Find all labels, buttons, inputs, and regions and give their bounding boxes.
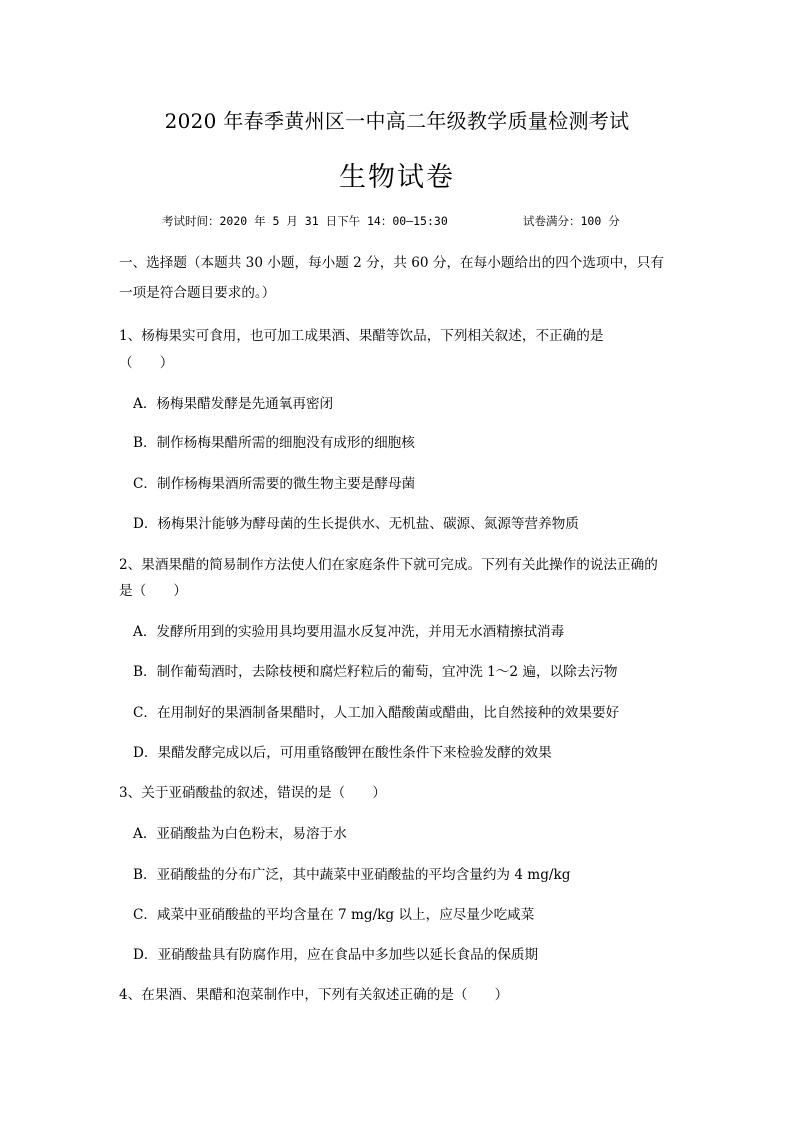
question-3-option-d: D．亚硝酸盐具有防腐作用，应在食品中多加些以延长食品的保质期 <box>133 947 539 963</box>
question-1-blank: （ ） <box>119 355 174 371</box>
exam-subtitle: 生物试卷 <box>339 162 455 193</box>
question-4-stem: 4、在果酒、果醋和泡菜制作中，下列有关叙述正确的是（ ） <box>119 987 509 1003</box>
question-1-stem: 1、杨梅果实可食用，也可加工成果酒、果醋等饮品，下列相关叙述，不正确的是 <box>119 328 604 344</box>
question-1-option-c: C．制作杨梅果酒所需要的微生物主要是酵母菌 <box>133 476 416 492</box>
section-heading-line-2: 一项是符合题目要求的。） <box>119 285 276 301</box>
section-heading-line-1: 一、选择题（本题共 30 小题，每小题 2 分，共 60 分，在每小题给出的四个选项中，只有 <box>119 255 664 271</box>
exam-meta <box>162 213 620 229</box>
question-3-stem: 3、关于亚硝酸盐的叙述，错误的是（ ） <box>119 785 386 801</box>
exam-title: 2020 年春季黄州区一中高二年级教学质量检测考试 <box>164 109 630 133</box>
question-1-option-d: D．杨梅果汁能够为酵母菌的生长提供水、无机盐、碳源、氮源等营养物质 <box>133 516 579 532</box>
question-2-stem: 2、果酒果醋的简易制作方法使人们在家庭条件下就可完成。下列有关此操作的说法正确的 <box>119 557 658 573</box>
question-1-option-b: B．制作杨梅果醋所需的细胞没有成形的细胞核 <box>133 435 415 451</box>
question-2-option-c: C．在用制好的果酒制备果醋时，人工加入醋酸菌或醋曲，比自然接种的效果要好 <box>133 705 620 721</box>
question-3-option-b: B．亚硝酸盐的分布广泛，其中蔬菜中亚硝酸盐的平均含量约为 4 mg/kg <box>133 867 571 883</box>
question-2-option-d: D．果醋发酵完成以后，可用重铬酸钾在酸性条件下来检验发酵的效果 <box>133 745 552 761</box>
question-3-option-a: A．亚硝酸盐为白色粉末，易溶于水 <box>133 826 347 842</box>
question-1-option-a: A．杨梅果醋发酵是先通氧再密闭 <box>133 396 334 412</box>
question-3-option-c: C．咸菜中亚硝酸盐的平均含量在 7 mg/kg 以上，应尽量少吃咸菜 <box>133 907 535 923</box>
full-score: 试卷满分：100 分 <box>523 214 620 228</box>
question-2-option-b: B．制作葡萄酒时，去除枝梗和腐烂籽粒后的葡萄，宜冲洗 1～2 遍，以除去污物 <box>133 664 618 680</box>
exam-time: 考试时间：2020 年 5 月 31 日下午 14：00—15:30 <box>162 214 448 228</box>
question-2-stem-cont: 是（ ） <box>119 583 187 599</box>
question-2-option-a: A．发酵所用到的实验用具均要用温水反复冲洗，并用无水酒精擦拭消毒 <box>133 624 565 640</box>
